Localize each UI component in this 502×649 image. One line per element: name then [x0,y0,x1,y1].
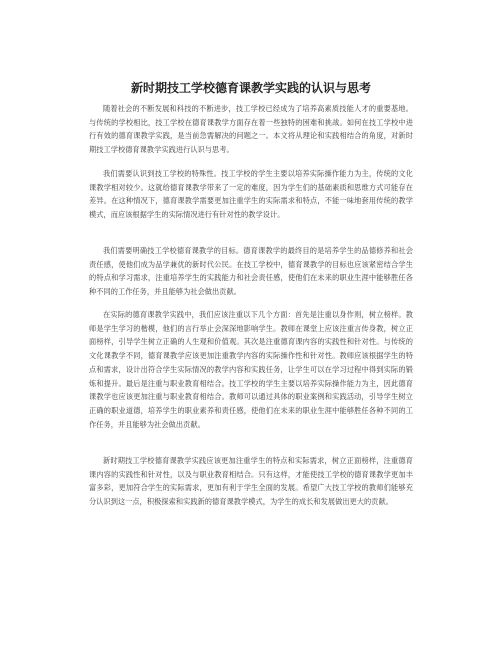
page-title: 新时期技工学校德育课教学实践的认识与思考 [130,81,371,95]
paragraph-school-characteristics: 我们需要认识到技工学校的特殊性。技工学校的学生主要以培养实际操作能力为主，传统的文化课教学相对较少。这就给德育课教学带来了一定的难度，因为学生们的基础素质和思维方式可能存在差异。在这种情况下，德育课教学需要更加注重学生的实际需求和特点，不能一味地套用传统的教学模式，而应该根据学生的实际情况进行有针对性的教学设计。 [89,169,413,220]
paragraph-conclusion: 新时期技工学校德育课教学实践应该更加注重学生的特点和实际需求，树立正面榜样，注重德育课内容的实践性和针对性，以及与职业教育相结合。只有这样，才能使技工学校的德育课教学更加丰富多彩，更加符合学生的实际需求，更加有利于学生全面的发展。希望广大技工学校的教师们能够充分认识到这一点，积极探索和实践新的德育课教学模式，为学生的成长和发展做出更大的贡献。 [89,456,413,507]
paragraph-teaching-goals: 我们需要明确技工学校德育课教学的目标。德育课教学的最终目的是培养学生的品德修养和社会责任感，使他们成为品学兼优的新时代公民。在技工学校中，德育课教学的目标也应该紧密结合学生的特点和学习需求，注重培养学生的实践能力和社会责任感，使他们在未来的职业生涯中能够胜任各种不同的工作任务，并且能够为社会做出贡献。 [89,246,413,297]
paragraph-introduction: 随着社会的不断发展和科技的不断进步，技工学校已经成为了培养高素质技能人才的重要基地。与传统的学校相比，技工学校在德育课教学方面存在着一些独特的困难和挑战。如何在技工学校中进行有效的德育课教学实践，是当前急需解决的问题之一。本文将从理论和实践相结合的角度，对新时期技工学校德育课教学实践进行认识与思考。 [89,104,413,155]
paragraph-practice-aspects: 在实际的德育课教学实践中，我们应该注重以下几个方面：首先是注重以身作则，树立榜样。教师是学生学习的楷模，他们的言行举止会深深地影响学生。教师在课堂上应该注重言传身教，树立正面榜样，引导学生树立正确的人生观和价值观。其次是注重德育课内容的实践性和针对性。与传统的文化课教学不同，德育课教学应该更加注重教学内容的实际操作性和针对性。教师应该根据学生的特点和需求，设计出符合学生实际情况的教学内容和实践任务，让学生可以在学习过程中得到实际的锻炼和提升。最后是注重与职业教育相结合。技工学校的学生主要以培养实际操作能力为主，因此德育课教学也应该更加注重与职业教育相结合。教师可以通过具体的职业案例和实践活动，引导学生树立正确的职业道德，培养学生的职业素养和责任感，使他们在未来的职业生涯中能够胜任各种不同的工作任务，并且能够为社会做出贡献。 [89,310,413,429]
